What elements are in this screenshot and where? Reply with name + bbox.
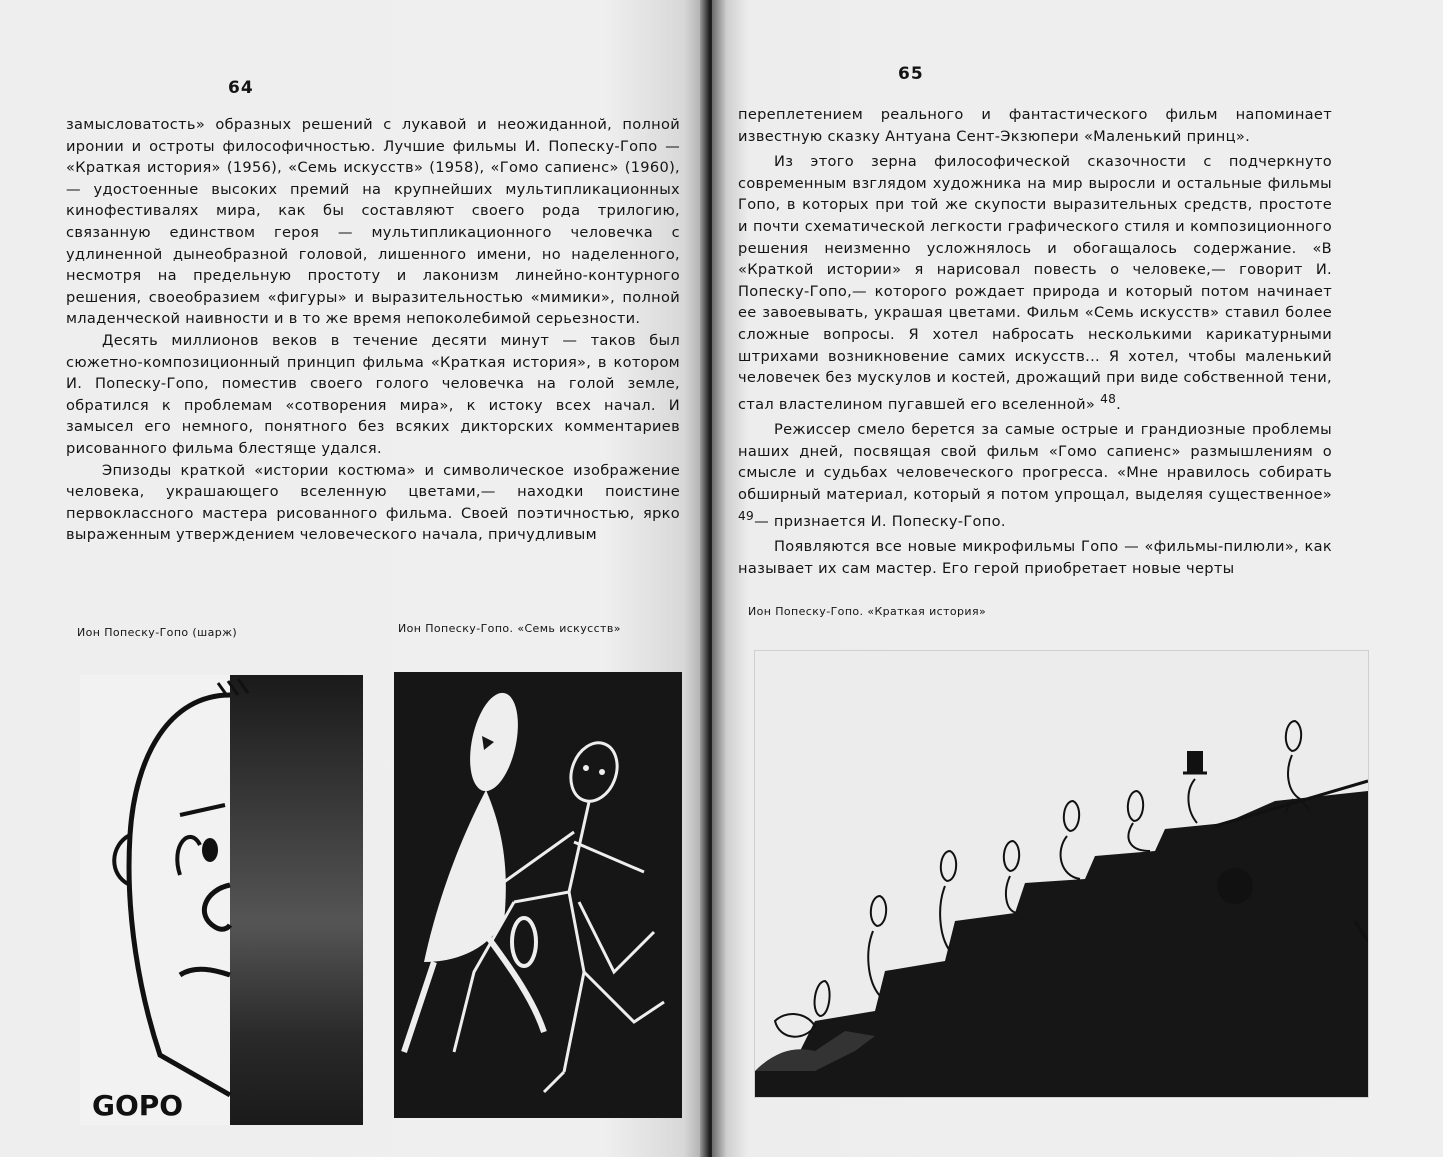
left-paragraph-1: замысловатость» образных решений с лукавой и неожиданной, полной иронии и остроты философичностью. Лучшие фильмы И. Попеску-Гопо — «Краткая история» (1956), «Семь искусств» (1958), «Гомо сапиенс» (1960),— удостоенные высоких премий на крупнейших мультипликационных кинофестивалях мира, как бы составляют своего рода трилогию, связанную единством героя — мультипликационного человечка с удлиненной дынеобразной головой, лишенного имени, но наделенного, несмотря на предельную простоту и лаконизм линейно-контурного решения, своеобразием «фигуры» и выразительностью «мимики», полной младенческой наивности и в то же время непоколебимой серьезности. [66,116,680,328]
footnote-49: 49 [738,508,755,523]
right-page [712,0,1443,1157]
seven-arts-drawing [394,672,682,1118]
right-paragraph-2-text: Из этого зерна философической сказочности с подчеркнуто современным взглядом художника на мир выросли и остальные фильмы Гопо, в которых при той же скупости выразительных средств, простоте и почти схематической легкости графического стиля и композиционного решения неизменно усложнялось и обогащалось содержание. «В «Краткой истории» я нарисовал повесть о человеке,— говорит И. Попеску-Гопо,— которого рождает природа и который потом начинает ее завоевывать, украшая цветами. Фильм «Семь искусств» ставил более сложные вопросы. Я хотел набросать несколькими карикатурными штрихами возникновение самих искусств... Я хотел, чтобы маленький человечек без мускулов и костей, дрожащий при виде собственной тени, стал властелином пугавшей его вселенной» [738,153,1332,413]
right-paragraph-3-text: Режиссер смело берется за самые острые и грандиозные проблемы наших дней, посвящая свой фильм «Гомо сапиенс» размышлениям о смысле и судьбах человеческого прогресса. «Мне нравилось собирать обширный материал, который я потом упрощал, выделяя существенное» [738,421,1332,503]
left-page-text [66,114,680,546]
caricature-signature: GOPO [92,1089,184,1122]
right-page-text [738,104,1332,579]
left-paragraph-2: Десять миллионов веков в течение десяти минут — таков был сюжетно-композиционный принцип фильма «Краткая история», в котором И. Попеску-Гопо, поместив своего голого человечка на голой земле, обратился к проблемам «сотворения мира», к истоку всех начал. И замысел его немного, понятного без всяких дикторских комментариев рисованного фильма блестяще удался. [66,331,680,457]
right-paragraph-3-end: — признается И. Попеску-Гопо. [754,512,1006,530]
right-paragraph-3 [738,419,1332,532]
caption-caricature: Ион Попеску-Гопо (шарж) [77,626,238,639]
short-history-illustration [754,650,1369,1098]
page-number-right: 65 [898,64,924,84]
right-paragraph-1: переплетением реального и фантастического фильм напоминает известную сказку Антуана Сент-Экзюпери «Маленький принц». [738,106,1332,145]
right-paragraph-4: Появляются все новые микрофильмы Гопо — «фильмы-пилюли», как называет их сам мастер. Его герой приобретает новые черты [738,538,1332,577]
left-page [0,0,712,1157]
caption-short-history: Ион Попеску-Гопо. «Краткая история» [748,605,987,618]
caricature-illustration [80,675,363,1125]
right-paragraph-2: Из этого зерна философической сказочности с подчеркнуто современным взглядом художника на мир выросли и остальные фильмы Гопо, в которых при той же скупости выразительных средств, простоте и почти схематической легкости графического стиля и композиционного решения неизменно усложнялось и обогащалось содержание. «В «Краткой истории» я нарисовал повесть о человеке,— говорит И. Попеску-Гопо,— которого рождает природа и который потом начинает ее завоевывать, украшая цветами. Фильм «Семь искусств» ставил более сложные вопросы. Я хотел набросать несколькими карикатурными штрихами возникновение самих искусств... Я хотел, чтобы маленький человечек без мускулов и костей, дрожащий при виде собственной тени, стал властелином пугавшей его вселенной» $^{48}$. [738,153,1332,413]
caricature-drawing [80,675,363,1125]
footnote-48: 48 [1100,391,1117,406]
short-history-drawing [755,651,1368,1097]
seven-arts-illustration [394,672,682,1118]
left-paragraph-3: Эпизоды краткой «истории костюма» и символическое изображение человека, украшающего вселенную цветами,— находки поистине первоклассного мастера рисованного фильма. Своей поэтичностью, ярко выраженным утверждением человеческого начала, причудливым [66,461,680,544]
caption-seven-arts: Ион Попеску-Гопо. «Семь искусств» [398,622,621,635]
page-number-left: 64 [228,78,254,98]
